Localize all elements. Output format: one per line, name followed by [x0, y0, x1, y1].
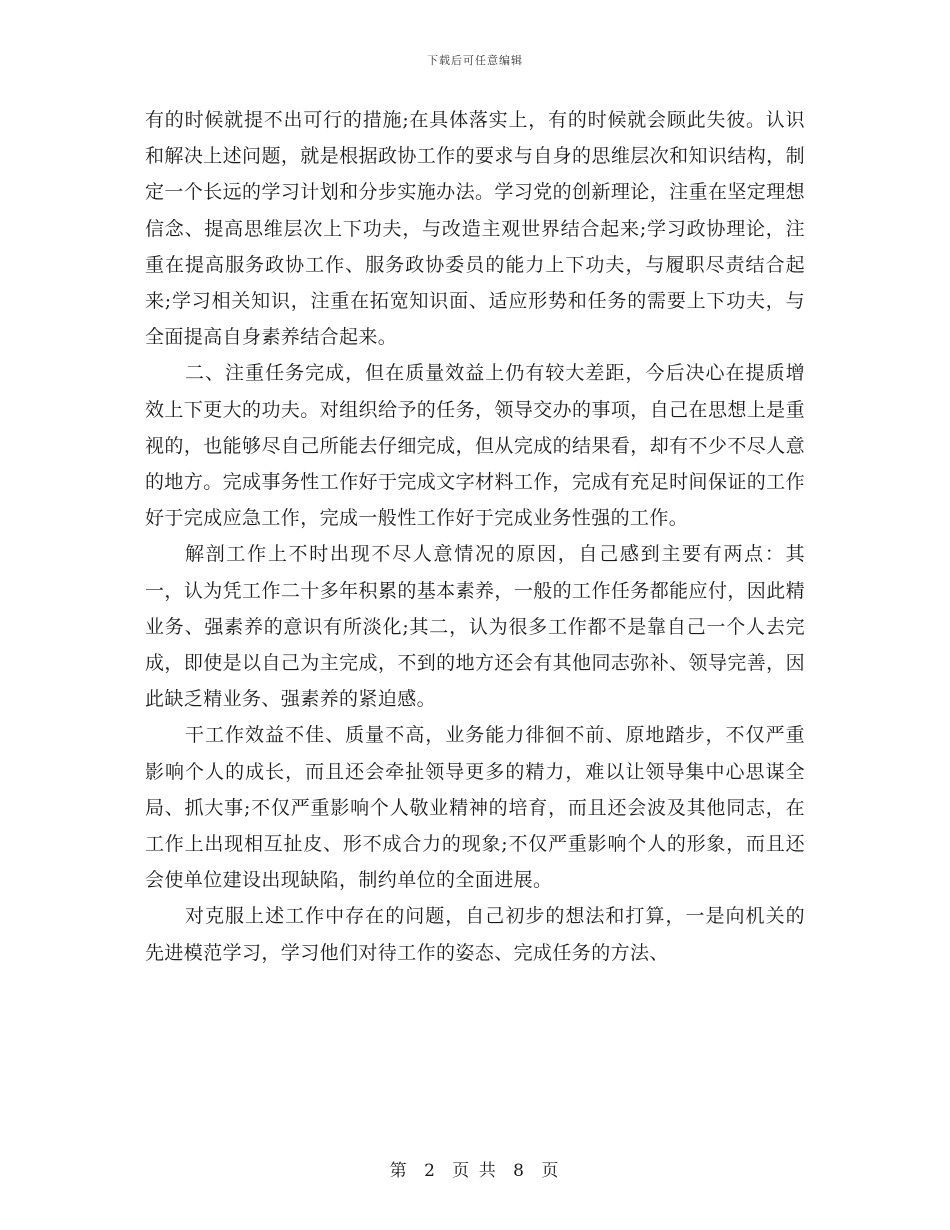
- paragraph-4: 干工作效益不佳、质量不高，业务能力徘徊不前、原地踏步，不仅严重影响个人的成长，而且还会牵扯领导更多的精力，难以让领导集中心思谋全局、抓大事;不仅严重影响个人敬业精神的培育，而且还会波及其他同志，在工作上出现相互扯皮、形不成合力的现象;不仅严重影响个人的形象，而且还会使单位建设出现缺陷，制约单位的全面进展。: [145, 724, 805, 892]
- document-body: [145, 102, 805, 971]
- paragraph-1: 有的时候就提不出可行的措施;在具体落实上，有的时候就会顾此失彼。认识和解决上述问题，就是根据政协工作的要求与自身的思维层次和知识结构，制定一个长远的学习计划和分步实施办法。学习党的创新理论，注重在坚定理想信念、提高思维层次上下功夫，与改造主观世界结合起来;学习政协理论，注重在提高服务政协工作、服务政协委员的能力上下功夫，与履职尽责结合起来;学习相关知识，注重在拓宽知识面、适应形势和任务的需要上下功夫，与全面提高自身素养结合起来。: [145, 109, 805, 349]
- footer-prefix: 第: [389, 1161, 409, 1181]
- page-footer: [0, 1156, 950, 1181]
- footer-total-pages: 8: [513, 1161, 526, 1181]
- footer-suffix: 页: [541, 1161, 561, 1181]
- paragraph-3: 解剖工作上不时出现不尽人意情况的原因，自己感到主要有两点：其一，认为凭工作二十多年积累的基本素养，一般的工作任务都能应付，因此精业务、强素养的意识有所淡化;其二，认为很多工作都不是靠自己一个人去完成，即使是以自己为主完成，不到的地方还会有其他同志弥补、领导完善，因此缺乏精业务、强素养的紧迫感。: [145, 543, 805, 711]
- page-header: 下载后可任意编辑: [427, 54, 523, 67]
- paragraph-5: 对克服上述工作中存在的问题，自己初步的想法和打算，一是向机关的先进模范学习，学习他们对待工作的姿态、完成任务的方法、: [145, 905, 805, 964]
- footer-middle: 页 共: [452, 1161, 498, 1181]
- footer-page-number: 2: [424, 1161, 437, 1181]
- paragraph-2: 二、注重任务完成，但在质量效益上仍有较大差距，今后决心在提质增效上下更大的功夫。对组织给予的任务，领导交办的事项，自己在思想上是重视的，也能够尽自己所能去仔细完成，但从完成的结果看，却有不少不尽人意的地方。完成事务性工作好于完成文字材料工作，完成有充足时间保证的工作好于完成应急工作，完成一般性工作好于完成业务性强的工作。: [145, 362, 805, 530]
